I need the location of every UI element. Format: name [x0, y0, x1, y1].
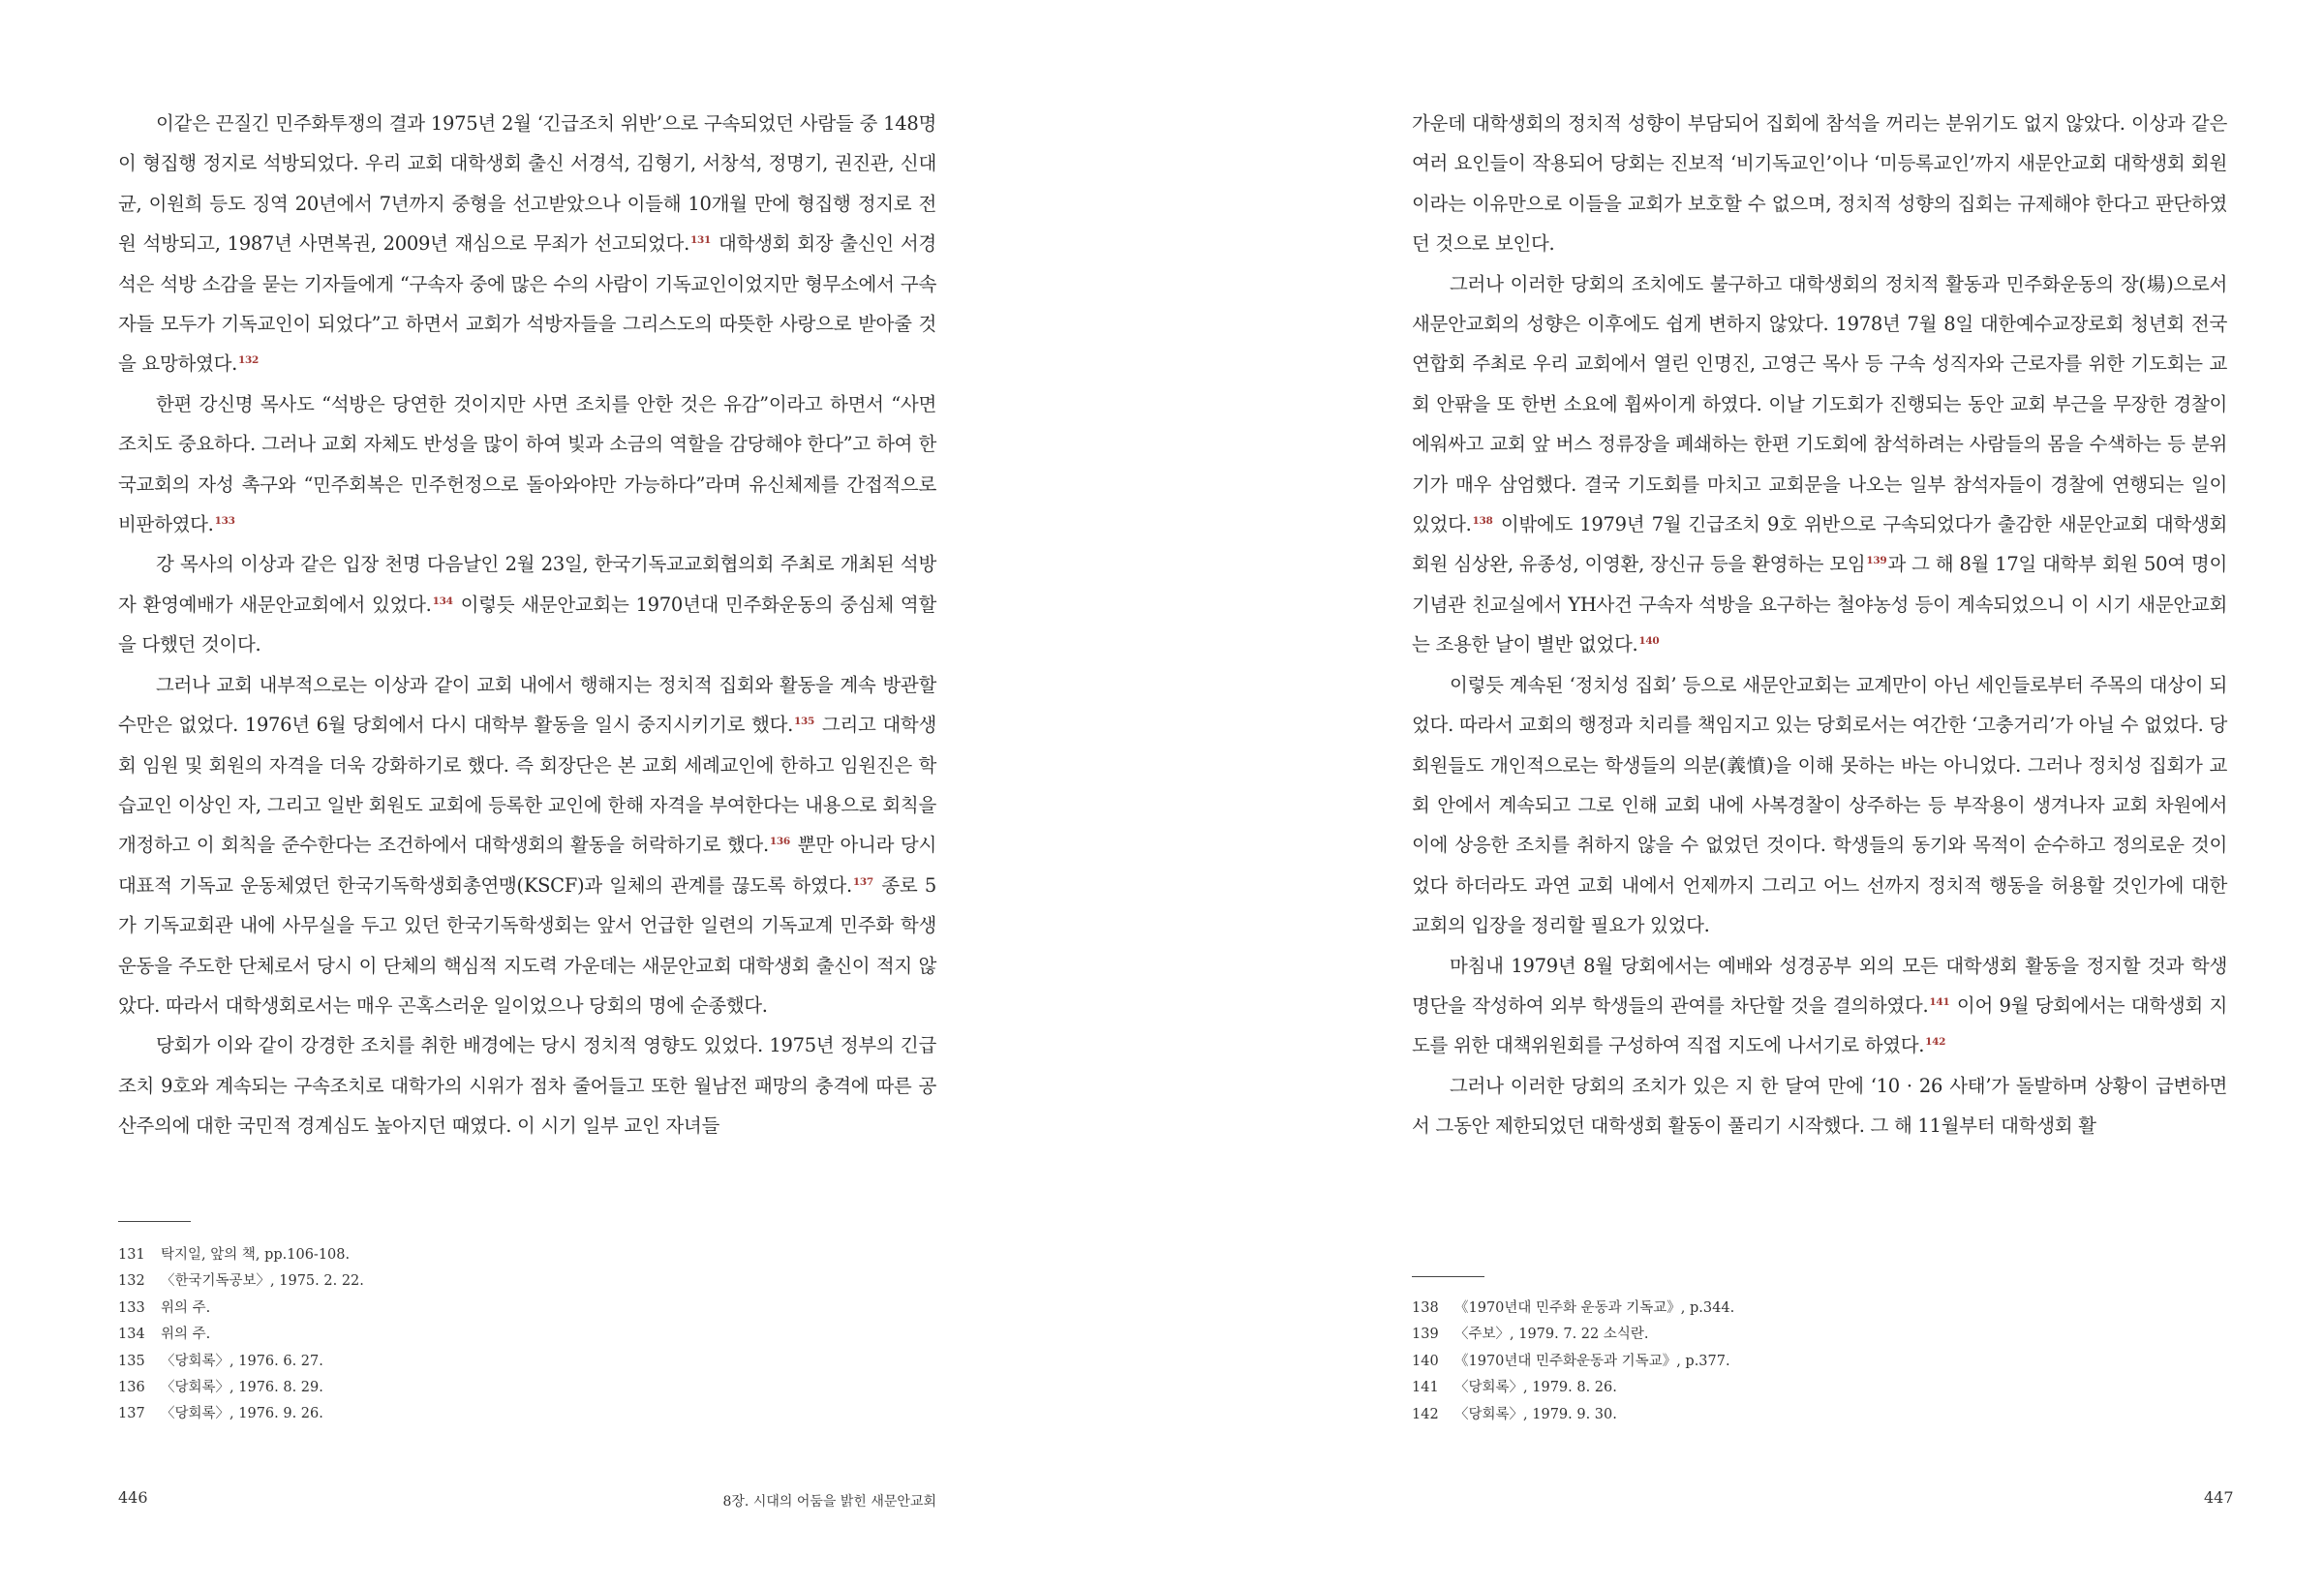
footnote-text: 위의 주.	[161, 1299, 211, 1316]
footnote-marker[interactable]: 133	[214, 515, 235, 528]
paragraph-text: 그러나 교회 내부적으로는 이상과 같이 교회 내에서 행해지는 정치적 집회와 활동을 계속 방관할 수만은 없었다. 1976년 6월 당회에서 다시 대학부 활동을 일시 중지시키기로 했다.	[118, 673, 936, 737]
paragraph-text: 마침내 1979년 8월 당회에서는 예배와 성경공부 외의 모든 대학생회 활동을 정지할 것과 학생 명단을 작성하여 외부 학생들의 관여를 차단할 것을 결의하였다.	[1412, 954, 2227, 1017]
footnote-number: 139	[1412, 1327, 1439, 1343]
footnote-item	[1412, 1402, 1734, 1428]
paragraph-text: 그리고 대학생회 임원 및 회원의 자격을 더욱 강화하기로 했다. 즉 회장단은 본 교회 세례교인에 한하고 임원진은 학습교인 이상인 자, 그리고 일반 회원도 교회에 등록한 교인에 한해 자격을 부여한다는 내용으로 회칙을 개정하고 이 회칙을 준수한다는 조건하에서 대학생회의 활동을 허락하기로 했다.	[118, 714, 936, 857]
footnote-text: 〈당회록〉, 1976. 8. 29.	[161, 1380, 323, 1396]
body-paragraph	[118, 1025, 936, 1145]
footnote-marker[interactable]: 141	[1929, 995, 1950, 1008]
body-paragraph	[118, 104, 936, 384]
running-head: 8장. 시대의 어둠을 밝힌 새문안교회	[722, 1494, 936, 1510]
paragraph-text: 가운데 대학생회의 정치적 성향이 부담되어 집회에 참석을 꺼리는 분위기도 없지 않았다. 이상과 같은 여러 요인들이 작용되어 당회는 진보적 ‘비기독교인’이나 ‘미등록교인’까지 새문안교회 대학생회 회원이라는 이유만으로 이들을 교회가 보호할 수 없으며, 정치적 성향의 집회는 규제해야 한다고 판단하였던 것으로 보인다.	[1412, 112, 2227, 256]
footnote-item	[1412, 1296, 1734, 1322]
footnote-text: 〈당회록〉, 1979. 8. 26.	[1454, 1380, 1617, 1396]
footnote-number: 137	[118, 1406, 145, 1422]
footnote-marker[interactable]: 136	[769, 836, 790, 848]
footnote-item	[1412, 1322, 1734, 1348]
body-paragraph	[118, 665, 936, 1026]
footnote-number: 138	[1412, 1300, 1439, 1316]
footnote-text: 〈주보〉, 1979. 7. 22 소식란.	[1454, 1327, 1649, 1343]
footnote-marker[interactable]: 138	[1472, 515, 1493, 528]
paragraph-text: 이렇듯 새문안교회는 1970년대 민주화운동의 중심체 역할을 다했던 것이다.	[118, 593, 937, 656]
footnote-text: 《1970년대 민주화운동과 기독교》, p.377.	[1454, 1353, 1730, 1369]
footnote-text: 탁지일, 앞의 책, pp.106-108.	[161, 1247, 351, 1263]
right-footnote-rule	[1412, 1276, 1484, 1277]
footnote-text: 《1970년대 민주화 운동과 기독교》, p.344.	[1454, 1300, 1735, 1316]
paragraph-text: 뿐만 아니라 당시 대표적 기독교 운동체였던 한국기독학생회총연맹(KSCF)과 일체의 관계를 끊도록 하였다.	[118, 834, 936, 897]
paragraph-text: 한편 강신명 목사도 “석방은 당연한 것이지만 사면 조치를 안한 것은 유감”이라고 하면서 “사면 조치도 중요하다. 그러나 교회 자체도 반성을 많이 하여 빛과 소금의 역할을 감당해야 한다”고 하여 한국교회의 자성 촉구와 “민주회복은 민주헌정으로 돌아와야만 가능하다”라며 유신체제를 간접적으로 비판하였다.	[118, 392, 936, 536]
footnote-item	[118, 1401, 364, 1427]
footnote-item	[118, 1349, 364, 1375]
footnote-marker[interactable]: 132	[238, 354, 260, 367]
left-page-number: 446	[118, 1488, 148, 1507]
right-page-number: 447	[2204, 1488, 2234, 1507]
body-paragraph	[1412, 665, 2227, 946]
paragraph-text: 강 목사의 이상과 같은 입장 천명 다음날인 2월 23일, 한국기독교교회협의회 주최로 개최된 석방자 환영예배가 새문안교회에서 있었다.	[118, 553, 936, 616]
paragraph-text: 과 그 해 8월 17일 대학부 회원 50여 명이 기념관 친교실에서 YH사건 구속자 석방을 요구하는 철야농성 등이 계속되었으니 이 시기 새문안교회는 조용한 날이 별반 없었다.	[1412, 553, 2227, 656]
paragraph-text: 종로 5가 기독교회관 내에 사무실을 두고 있던 한국기독학생회는 앞서 언급한 일련의 기독교계 민주화 학생운동을 주도한 단체로서 당시 이 단체의 핵심적 지도력 가운데는 새문안교회 대학생회 출신이 적지 않았다. 따라서 대학생회로서는 매우 곤혹스러운 일이었으나 당회의 명에 순종했다.	[118, 873, 936, 1017]
footnote-item	[118, 1375, 364, 1401]
right-body-text	[1412, 104, 2227, 1146]
footnote-item	[1412, 1349, 1734, 1375]
footnote-item	[118, 1242, 364, 1268]
footnote-marker[interactable]: 137	[852, 875, 873, 888]
right-footnotes	[1412, 1296, 1734, 1428]
footnote-text: 〈한국기독공보〉, 1975. 2. 22.	[161, 1273, 364, 1290]
footnote-marker[interactable]: 135	[794, 716, 815, 728]
paragraph-text: 이같은 끈질긴 민주화투쟁의 결과 1975년 2월 ‘긴급조치 위반’으로 구속되었던 사람들 중 148명이 형집행 정지로 석방되었다. 우리 교회 대학생회 출신 서경석, 김형기, 서창석, 정명기, 권진관, 신대균, 이원희 등도 징역 20년에서 7년까지 중형을 선고받았으나 이들해 10개월 만에 형집행 정지로 전원 석방되고, 1987년 사면복권, 2009년 재심으로 무죄가 선고되었다.	[118, 112, 936, 256]
body-paragraph	[1412, 104, 2227, 264]
footnote-number: 133	[118, 1299, 145, 1316]
footnote-item	[118, 1296, 364, 1322]
body-paragraph	[118, 384, 936, 545]
footnote-number: 136	[118, 1380, 145, 1396]
footnote-item	[1412, 1375, 1734, 1401]
left-footnotes	[118, 1242, 364, 1428]
footnote-number: 140	[1412, 1353, 1439, 1369]
footnote-marker[interactable]: 139	[1866, 555, 1887, 567]
footnote-number: 141	[1412, 1380, 1439, 1396]
footnote-marker[interactable]: 142	[1925, 1036, 1946, 1049]
paragraph-text: 그러나 이러한 당회의 조치가 있은 지 한 달여 만에 ‘10 · 26 사태’가 돌발하며 상황이 급변하면서 그동안 제한되었던 대학생회 활동이 풀리기 시작했다. 그 해 11월부터 대학생회 활	[1412, 1074, 2227, 1138]
footnote-item	[118, 1268, 364, 1295]
footnote-number: 142	[1412, 1406, 1439, 1422]
footnote-number: 132	[118, 1273, 145, 1290]
footnote-number: 134	[118, 1327, 145, 1343]
footnote-text: 〈당회록〉, 1976. 6. 27.	[161, 1353, 323, 1369]
paragraph-text: 당회가 이와 같이 강경한 조치를 취한 배경에는 당시 정치적 영향도 있었다. 1975년 정부의 긴급조치 9호와 계속되는 구속조치로 대학가의 시위가 점차 줄어들고 또한 월남전 패망의 충격에 따른 공산주의에 대한 국민적 경계심도 높아지던 때였다. 이 시기 일부 교인 자녀들	[118, 1034, 936, 1138]
body-paragraph	[1412, 264, 2227, 665]
paragraph-text: 그러나 이러한 당회의 조치에도 불구하고 대학생회의 정치적 활동과 민주화운동의 장(場)으로서 새문안교회의 성향은 이후에도 쉽게 변하지 않았다. 1978년 7월 8일 대한예수교장로회 청년회 전국연합회 주최로 우리 교회에서 열린 인명진, 고영근 목사 등 구속 성직자와 근로자를 위한 기도회는 교회 안팎을 또 한번 소요에 휩싸이게 하였다. 이날 기도회가 진행되는 동안 교회 부근을 무장한 경찰이 에워싸고 교회 앞 버스 정류장을 폐쇄하는 한편 기도회에 참석하려는 사람들의 몸을 수색하는 등 분위기가 매우 삼엄했다. 결국 기도회를 마치고 교회문을 나오는 일부 참석자들이 경찰에 연행되는 일이 있었다.	[1412, 272, 2227, 536]
paragraph-text: 대학생회 회장 출신인 서경석은 석방 소감을 묻는 기자들에게 “구속자 중에 많은 수의 사람이 기독교인이었지만 형무소에서 구속자들 모두가 기독교인이 되었다”고 하면서 교회가 석방자들을 그리스도의 따뜻한 사랑으로 받아줄 것을 요망하였다.	[118, 232, 936, 376]
paragraph-text: 이렇듯 계속된 ‘정치성 집회’ 등으로 새문안교회는 교계만이 아닌 세인들로부터 주목의 대상이 되었다. 따라서 교회의 행정과 치리를 책임지고 있는 당회로서는 여간한 ‘고충거리’가 아닐 수 없었다. 당회원들도 개인적으로는 학생들의 의분(義憤)을 이해 못하는 바는 아니었다. 그러나 정치성 집회가 교회 안에서 계속되고 그로 인해 교회 내에 사복경찰이 상주하는 등 부작용이 생겨나자 교회 차원에서 이에 상응한 조치를 취하지 않을 수 없었던 것이다. 학생들의 동기와 목적이 순수하고 정의로운 것이었다 하더라도 과연 교회 내에서 언제까지 그리고 어느 선까지 정치적 행동을 허용할 것인가에 대한 교회의 입장을 정리할 필요가 있었다.	[1412, 673, 2227, 937]
footnote-number: 135	[118, 1353, 145, 1369]
body-paragraph	[118, 544, 936, 664]
footnote-marker[interactable]: 140	[1638, 635, 1660, 648]
left-footnote-rule	[118, 1221, 191, 1222]
footnote-item	[118, 1322, 364, 1348]
footnote-text: 〈당회록〉, 1979. 9. 30.	[1454, 1406, 1617, 1422]
right-page	[1162, 0, 2324, 1587]
body-paragraph	[1412, 946, 2227, 1066]
left-body-text	[118, 104, 936, 1146]
footnote-text: 〈당회록〉, 1976. 9. 26.	[161, 1406, 323, 1422]
footnote-text: 위의 주.	[161, 1327, 211, 1343]
footnote-marker[interactable]: 131	[689, 234, 712, 247]
paragraph-text: 이어 9월 당회에서는 대학생회 지도를 위한 대책위원회를 구성하여 직접 지도에 나서기로 하였다.	[1412, 993, 2227, 1057]
footnote-marker[interactable]: 134	[432, 595, 453, 607]
footnote-number: 131	[118, 1247, 145, 1263]
paragraph-text: 이밖에도 1979년 7월 긴급조치 9호 위반으로 구속되었다가 출감한 새문안교회 대학생회 회원 심상완, 유종성, 이영환, 장신규 등을 환영하는 모임	[1412, 513, 2227, 576]
body-paragraph	[1412, 1066, 2227, 1146]
